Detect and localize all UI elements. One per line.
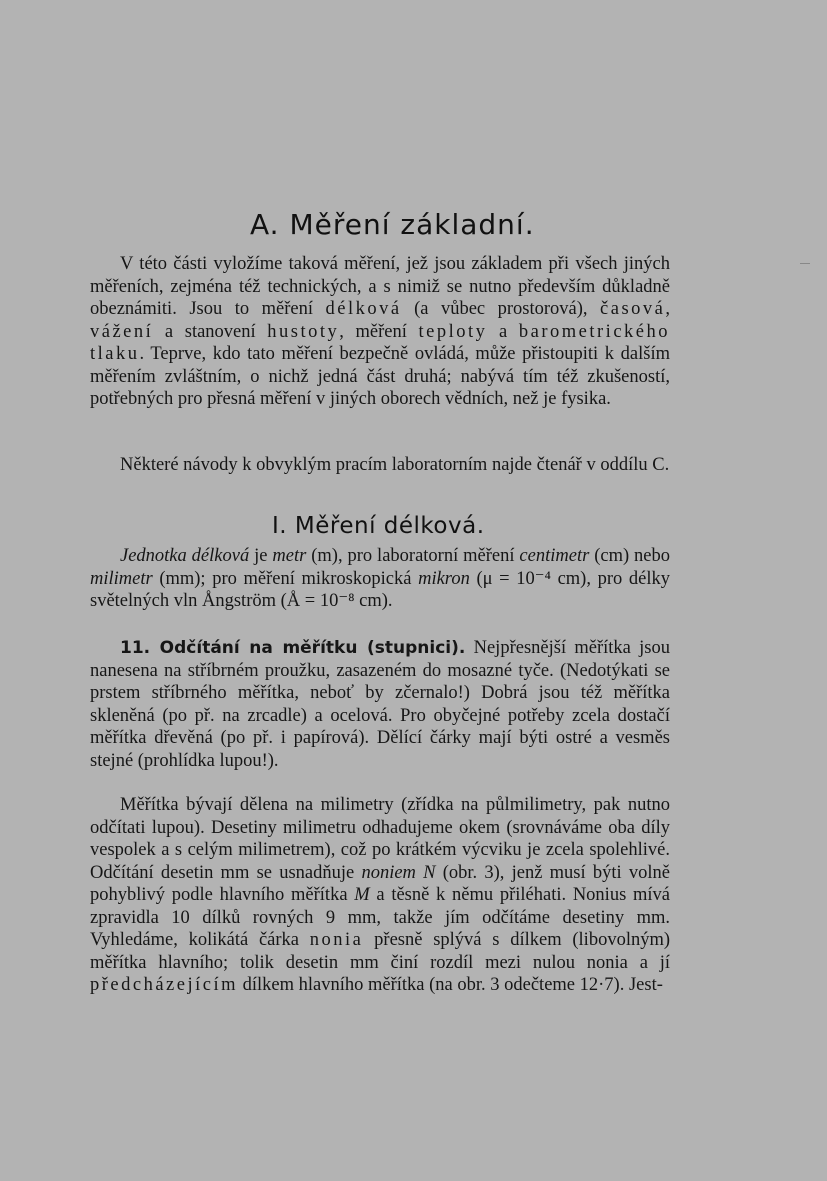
section-11-text: (obr. 3), jenž musí býti volně pohyblivý podle hlavního měřítka [90, 862, 670, 905]
term-mikron: mikron [418, 568, 470, 589]
term-barometrickeho: barometrického tlaku [90, 321, 670, 364]
term-casova: časová [600, 299, 666, 319]
intro-text: , [665, 299, 670, 319]
term-nonia: nonia [309, 930, 364, 950]
term-hustoty: hustoty [267, 321, 340, 342]
margin-mark [800, 263, 810, 264]
term-metr: metr [272, 546, 307, 566]
term-delkova: délková [325, 299, 402, 319]
intro-paragraph [90, 253, 670, 411]
section-11-text: přesně splývá s dílkem (libovolným) měřítka hlavního; tolik desetin mm činí rozdíl mezi nulou nonia a jí [90, 930, 671, 973]
section-a-title: A. Měření základní. [250, 208, 535, 241]
section-11-paragraph [90, 637, 670, 772]
term-m: M [354, 885, 370, 905]
term-noniem: noniem N [361, 862, 436, 883]
section-11-paragraph-2 [90, 794, 670, 997]
term-jednotka: Jednotka délková [120, 546, 250, 566]
units-text: je [249, 546, 273, 566]
term-vazeni: vážení [90, 321, 154, 342]
term-milimetr: milimetr [90, 568, 153, 589]
units-paragraph [90, 545, 670, 613]
term-teploty: teploty [418, 321, 488, 342]
intro-text: , měření [339, 321, 419, 342]
term-predchazejicim: předcházejícím [90, 975, 238, 995]
section-11-text: Měřítka bývají dělena na milimetry (zřídka na půlmilimetry, pak nutno odčítati lupou). Desetiny milimetru odhadujeme okem (srovnáváme oba díly vespolek a s celým milimetrem), což po krátkém výcviku je zcela spolehlivé. Odčítání desetin mm se usnadňuje [90, 795, 670, 883]
intro-paragraph-2: Některé návody k obvyklým pracím laboratorním najde čtenář v oddílu C. [120, 455, 670, 475]
term-centimetr: centimetr [519, 546, 590, 566]
section-11-text: a těsně k němu přiléhati. Nonius mívá zpravidla 10 dílků rovných 9 mm, takže jím odčítáme desetiny mm. Vyhledáme, kolikátá čárka [90, 885, 670, 950]
units-text: (μ = 10⁻⁴ cm), pro délky světelných vln Ångström (Å = 10⁻⁸ cm). [90, 568, 670, 611]
section-11-text: Nejpřesnější měřítka jsou nanesena na stříbrném proužku, zasazeném do mosazné tyče. (Nedotýkati se prstem stříbrného měřítka, neboť by zčernalo!) Dobrá jsou též měřítka skleněná (po př. na zrcadle) a ocelová. Pro obyčejné potřeby zcela dostačí měřítka dřevěná (po př. i papírová). Dělící čárky mají býti ostré a vesměs stejné (prohlídka lupou!). [90, 638, 670, 771]
intro-text: (a vůbec prostorová), [401, 299, 601, 319]
units-text: (cm) nebo [589, 546, 671, 566]
units-text: (mm); pro měření mikroskopická [152, 568, 419, 589]
section-11-text: dílkem hlavního měřítka (na obr. 3 odečteme 12·7). Jest- [238, 975, 663, 995]
intro-text: V této části vyložíme taková měření, jež jsou základem při všech jiných měřeních, zejména též technických, a s nimiž se nutno především důkladně obeznámiti. Jsou to měření [90, 254, 670, 319]
intro-text: . Teprve, kdo tato měření bezpečně ovládá, může přistoupiti k dalším měřením zvláštním, o nichž jedná část druhá; nabývá tím též zkušeností, potřebných pro přesná měření v jiných oborech vědních, než je fysika. [90, 344, 670, 409]
intro-text: a [487, 321, 519, 342]
intro-text: a stanovení [153, 321, 268, 342]
section-11-title: 11. Odčítání na měřítku (stupnici). [120, 638, 466, 658]
units-text: (m), pro laboratorní měření [306, 546, 520, 566]
section-i-title: I. Měření délková. [272, 513, 485, 539]
